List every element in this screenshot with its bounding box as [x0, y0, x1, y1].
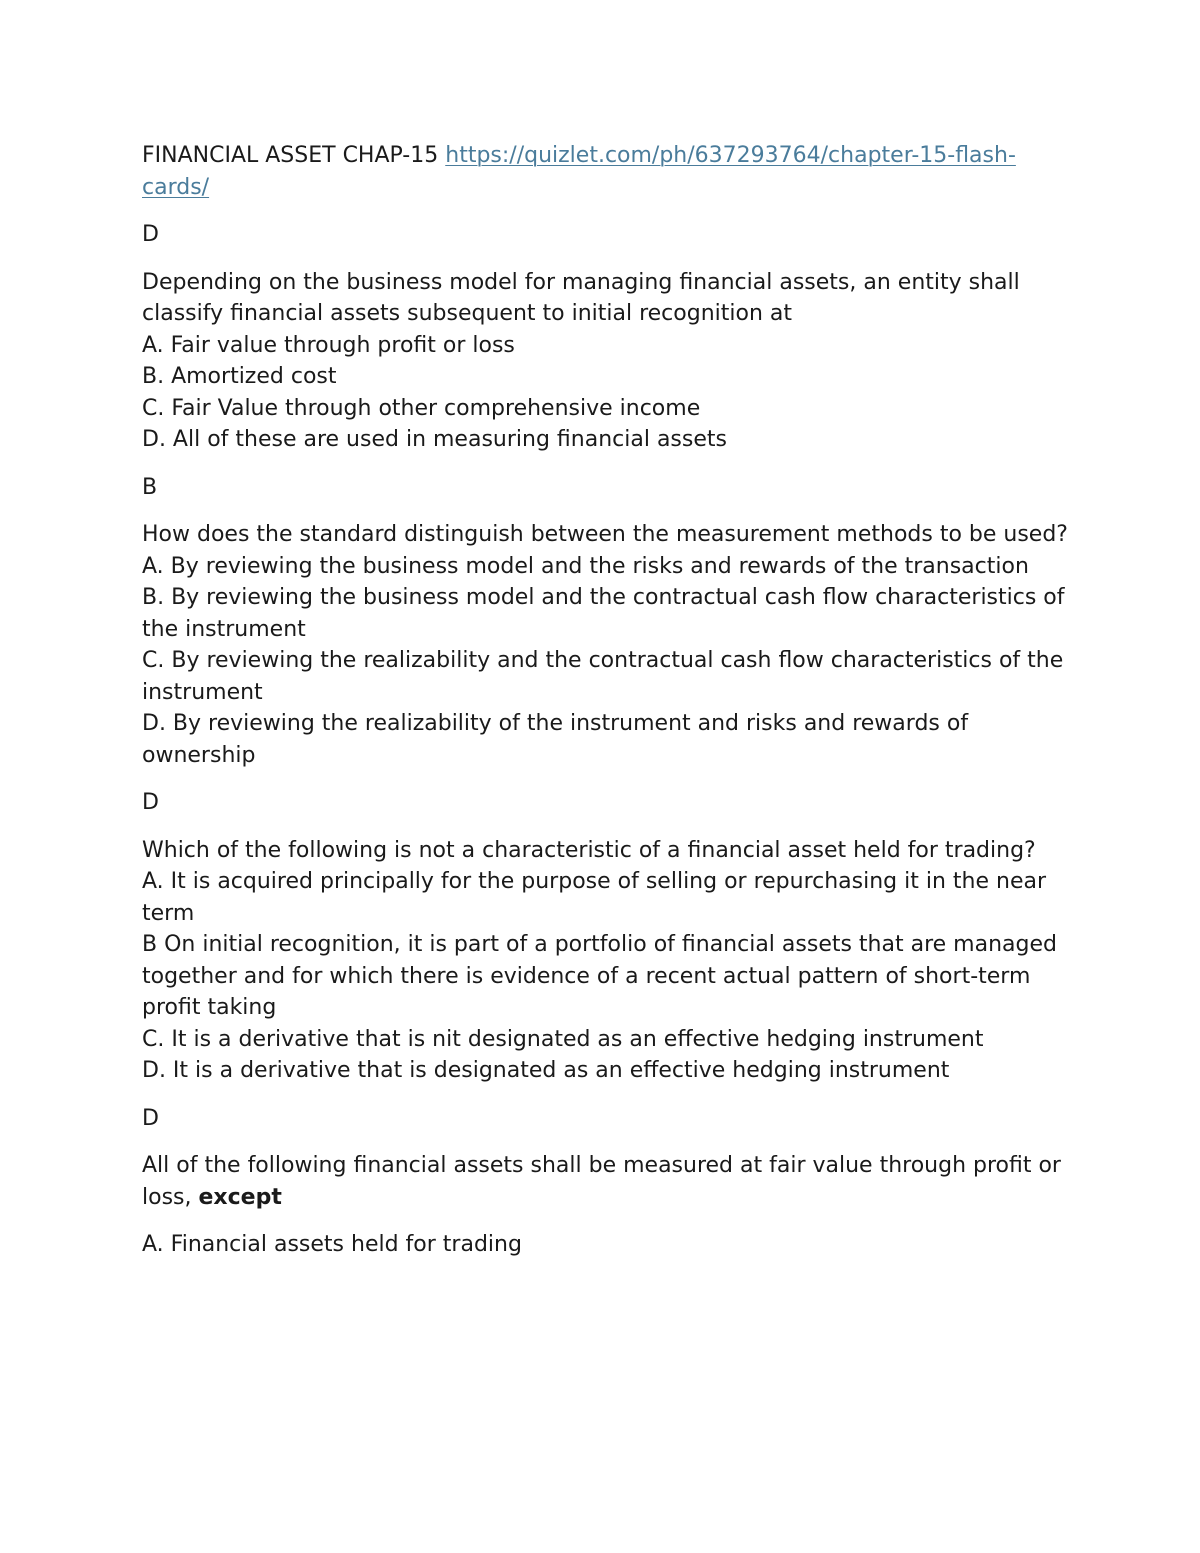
question-text: Which of the following is not a characteristic of a financial asset held for trading? — [142, 837, 1036, 863]
option-item: D. By reviewing the realizability of the instrument and risks and rewards of ownership — [142, 711, 969, 768]
answer-key: D — [142, 1105, 159, 1131]
question-text-body: All of the following financial assets shall be measured at fair value through profit or loss, — [142, 1153, 1061, 1210]
document-header — [142, 140, 1072, 203]
answer-key: D — [142, 790, 159, 815]
option-item: C. By reviewing the realizability and the contractual cash flow characteristics of the instrument — [142, 648, 1064, 705]
options-list — [142, 866, 1072, 1087]
option-item: A. Fair value through profit or loss — [142, 332, 515, 358]
question-text: Depending on the business model for managing financial assets, an entity shall classify financial assets subsequent to initial recognition at — [142, 269, 1020, 326]
options-list — [142, 551, 1072, 772]
answer-key: B — [142, 474, 158, 500]
question-text: How does the standard distinguish between the measurement methods to be used? — [142, 522, 1068, 547]
options-list — [142, 330, 1072, 456]
option-item: D. All of these are used in measuring financial assets — [142, 427, 727, 452]
question-text — [142, 1150, 1072, 1213]
option-item: B. By reviewing the business model and the contractual cash flow characteristics of the instrument — [142, 585, 1065, 642]
option-item: D. It is a derivative that is designated as an effective hedging instrument — [142, 1058, 950, 1083]
option-item: C. It is a derivative that is nit designated as an effective hedging instrument — [142, 1026, 984, 1052]
question-emphasis: except — [198, 1184, 282, 1210]
option-item: A. Financial assets held for trading — [142, 1232, 522, 1257]
option-item: A. By reviewing the business model and the risks and rewards of the transaction — [142, 553, 1029, 579]
option-item: B On initial recognition, it is part of a portfolio of financial assets that are managed together and for which there is evidence of a recent actual pattern of short-term profit taking — [142, 932, 1057, 1020]
quizlet-link[interactable]: https://quizlet.com/ph/637293764/chapter-15-flash-cards/ — [142, 143, 1016, 200]
option-item: B. Amortized cost — [142, 364, 337, 389]
answer-key: D — [142, 222, 159, 247]
option-item: C. Fair Value through other comprehensive income — [142, 395, 701, 421]
document-page — [142, 140, 1072, 1277]
option-item: A. It is acquired principally for the purpose of selling or repurchasing it in the near term — [142, 869, 1047, 926]
options-list — [142, 1229, 1072, 1261]
document-title: FINANCIAL ASSET CHAP-15 — [142, 143, 439, 168]
